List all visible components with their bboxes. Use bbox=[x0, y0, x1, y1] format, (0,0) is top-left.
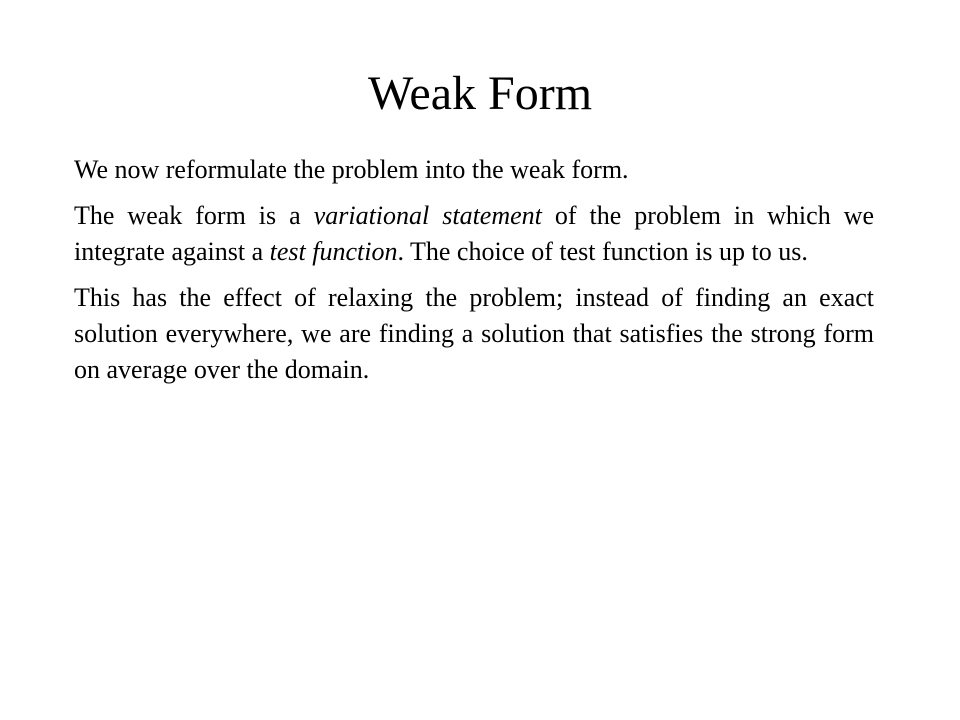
text-segment: of the problem in which we integrate against a bbox=[74, 201, 875, 266]
slide-body bbox=[74, 152, 874, 398]
emphasis-variational-statement: variational statement bbox=[313, 201, 542, 230]
paragraph-variational bbox=[74, 198, 874, 270]
paragraph-relaxing: This has the effect of relaxing the problem; instead of finding an exact solution everywhere, we are finding a solution that satisfies the strong form on average over the domain. bbox=[74, 283, 874, 384]
paragraph-intro: We now reformulate the problem into the weak form. bbox=[74, 155, 629, 184]
slide-title: Weak Form bbox=[367, 67, 593, 120]
text-segment: . The choice of test function is up to us. bbox=[397, 237, 808, 266]
text-segment: The weak form is a bbox=[74, 201, 314, 230]
emphasis-test-function: test function bbox=[269, 237, 398, 266]
